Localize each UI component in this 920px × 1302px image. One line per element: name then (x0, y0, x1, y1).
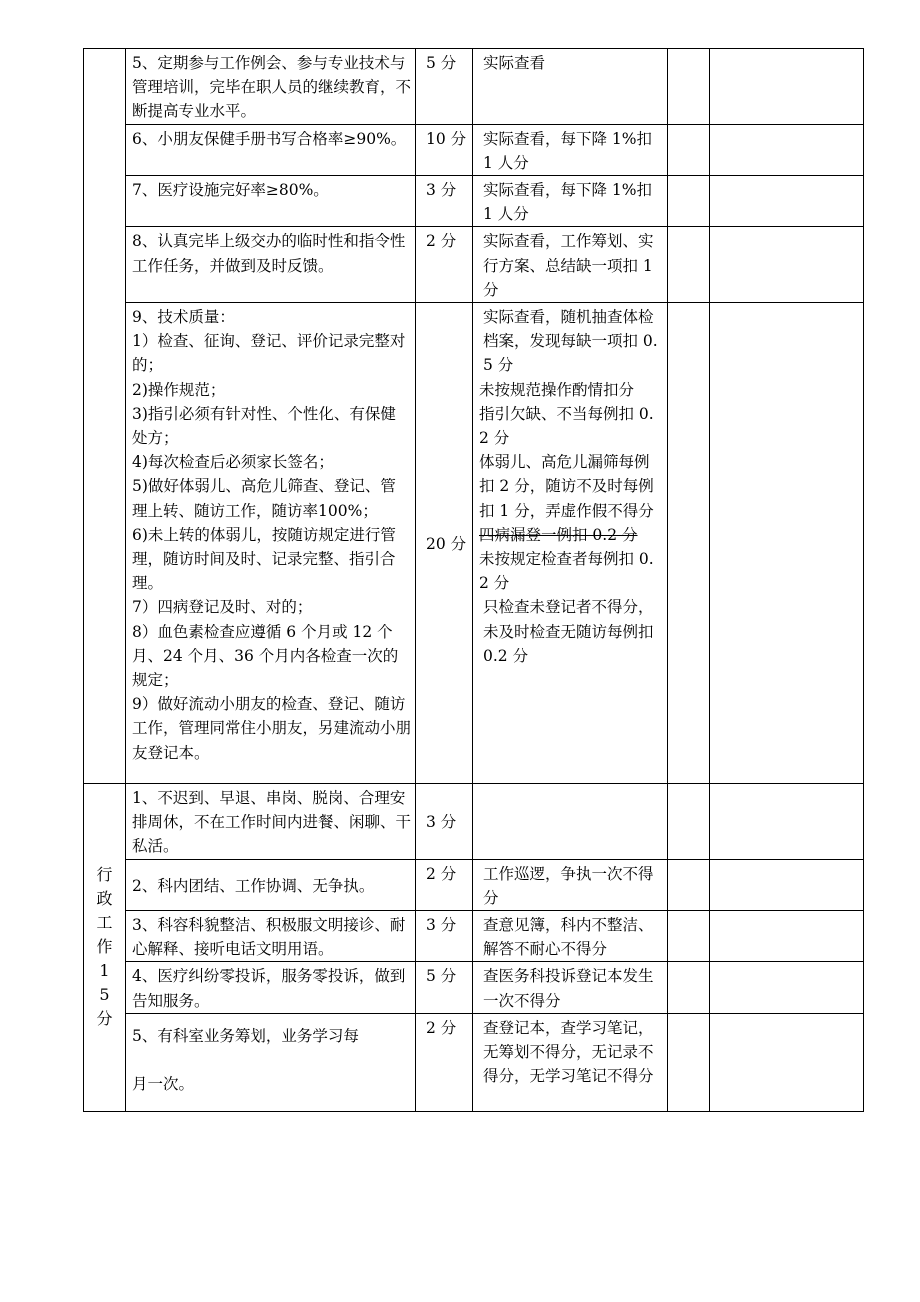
method-cell: 查医务科投诉登记本发生一次不得分 (473, 962, 668, 1013)
score-blank-cell (668, 227, 710, 303)
method-cell: 实际查看 (473, 49, 668, 125)
score-blank-cell (668, 911, 710, 962)
method-cell: 查意见簿，科内不整洁、解答不耐心不得分 (473, 911, 668, 962)
score-cell: 10 分 (416, 124, 473, 175)
content-cell: 1、不迟到、早退、串岗、脱岗、合理安排周休，不在工作时间内进餐、闲聊、干私活。 (126, 784, 416, 860)
score-blank-cell (668, 962, 710, 1013)
score-cell: 2 分 (416, 859, 473, 910)
score-cell: 3 分 (416, 784, 473, 860)
score-cell: 3 分 (416, 176, 473, 227)
remark-blank-cell (710, 303, 864, 784)
remark-blank-cell (710, 911, 864, 962)
remark-blank-cell (710, 1013, 864, 1111)
remark-blank-cell (710, 49, 864, 125)
score-blank-cell (668, 49, 710, 125)
method-cell: 实际查看，每下降 1%扣 1 人分 (473, 176, 668, 227)
method-cell (473, 784, 668, 860)
score-blank-cell (668, 303, 710, 784)
category-cell-admin: 行政工作15分 (84, 784, 126, 1112)
score-blank-cell (668, 176, 710, 227)
score-cell: 2 分 (416, 1013, 473, 1111)
method-cell: 工作巡逻，争执一次不得分 (473, 859, 668, 910)
score-cell: 2 分 (416, 227, 473, 303)
remark-blank-cell (710, 962, 864, 1013)
remark-blank-cell (710, 227, 864, 303)
method-cell: 实际查看，随机抽查体检档案，发现每缺一项扣 0.5 分 未按规范操作酌情扣分 指引欠缺、不当每例扣 0.2 分 体弱儿、高危儿漏筛每例扣 2 分，随访不及时每例扣 1 分，弄虚作假不得分 四病漏登一例扣 0.2 分 未按规定检查者每例扣 0.2 分 只检查未登记者不得分，未及时检查无随访每例扣 0.2 分 (473, 303, 668, 784)
score-cell: 20 分 (416, 303, 473, 784)
content-cell: 5、有科室业务筹划，业务学习每 月一次。 (126, 1013, 416, 1111)
content-cell: 8、认真完毕上级交办的临时性和指令性工作任务，并做到及时反馈。 (126, 227, 416, 303)
remark-blank-cell (710, 124, 864, 175)
table-row (84, 911, 864, 962)
content-cell: 7、医疗设施完好率≥80%。 (126, 176, 416, 227)
category-cell-empty (84, 49, 126, 784)
content-cell: 5、定期参与工作例会、参与专业技术与管理培训，完毕在职人员的继续教育，不断提高专业水平。 (126, 49, 416, 125)
score-blank-cell (668, 1013, 710, 1111)
content-cell: 3、科容科貌整洁、积极服文明接诊、耐心解释、接听电话文明用语。 (126, 911, 416, 962)
content-cell: 6、小朋友保健手册书写合格率≥90%。 (126, 124, 416, 175)
content-cell: 2、科内团结、工作协调、无争执。 (126, 859, 416, 910)
score-blank-cell (668, 784, 710, 860)
table-row (84, 303, 864, 784)
remark-blank-cell (710, 859, 864, 910)
table-row (84, 1013, 864, 1111)
score-cell: 3 分 (416, 911, 473, 962)
score-cell: 5 分 (416, 49, 473, 125)
score-cell: 5 分 (416, 962, 473, 1013)
method-cell: 实际查看，工作筹划、实行方案、总结缺一项扣 1 分 (473, 227, 668, 303)
content-cell: 9、技术质量： 1）检查、征询、登记、评价记录完整对的； 2)操作规范； 3)指引必须有针对性、个性化、有保健处方； 4)每次检查后必须家长签名； 5)做好体弱儿、高危儿筛查、登记、管理上转、随访工作，随访率100%； 6)未上转的体弱儿，按随访规定进行管理，随访时间及时、记录完整、指引合理。 7）四病登记及时、对的； 8）血色素检查应遵循 6 个月或 12 个月、24 个月、36 个月内各检查一次的规定； 9）做好流动小朋友的检查、登记、随访工作，管理同常住小朋友，另建流动小朋友登记本。 (126, 303, 416, 784)
table-row (84, 176, 864, 227)
table-row (84, 859, 864, 910)
score-blank-cell (668, 124, 710, 175)
remark-blank-cell (710, 176, 864, 227)
table-row (84, 962, 864, 1013)
table-row (84, 49, 864, 125)
table-row (84, 227, 864, 303)
remark-blank-cell (710, 784, 864, 860)
table-row (84, 784, 864, 860)
score-blank-cell (668, 859, 710, 910)
method-cell: 实际查看，每下降 1%扣 1 人分 (473, 124, 668, 175)
table-row (84, 124, 864, 175)
content-cell: 4、医疗纠纷零投诉，服务零投诉，做到告知服务。 (126, 962, 416, 1013)
method-cell: 查登记本，查学习笔记，无筹划不得分，无记录不得分，无学习笔记不得分 (473, 1013, 668, 1111)
evaluation-table (83, 48, 864, 1112)
